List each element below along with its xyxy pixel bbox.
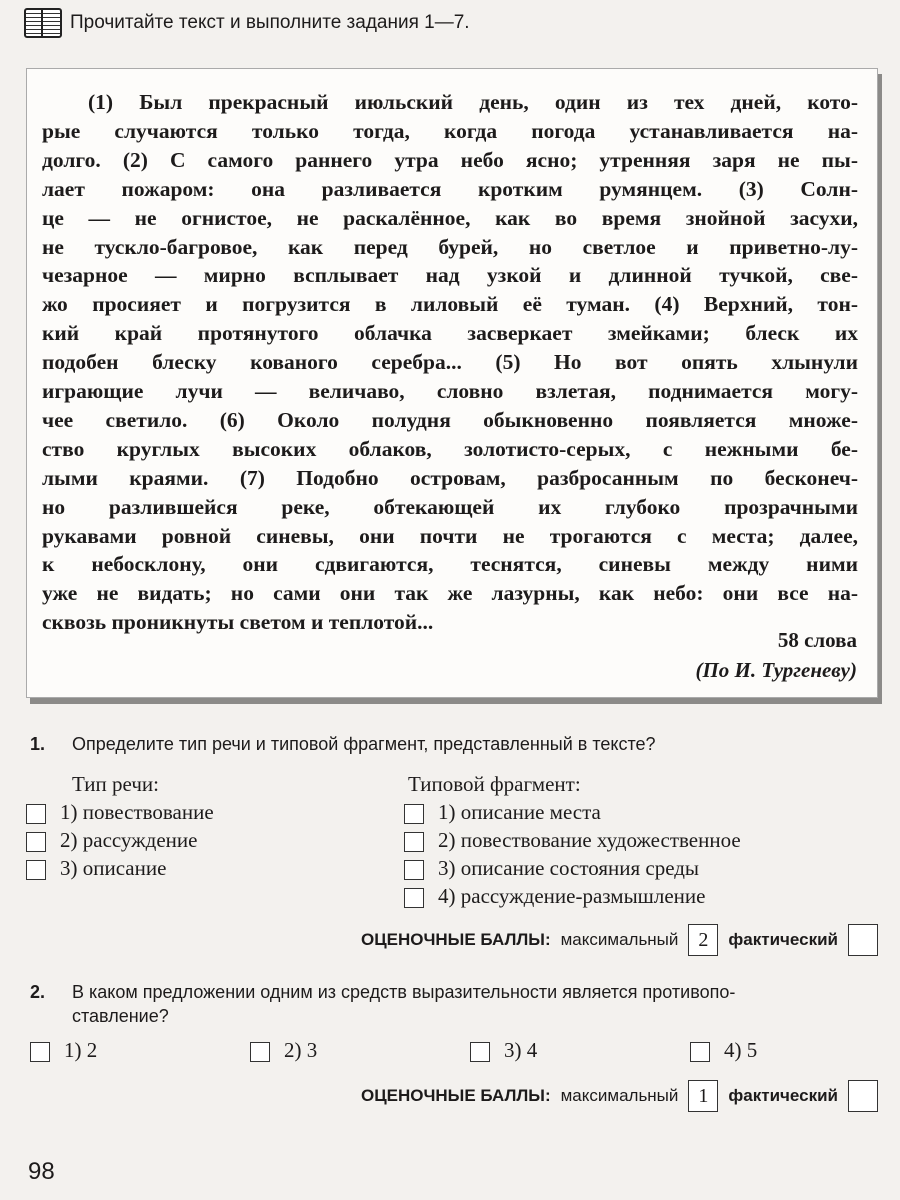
passage-line: долго. (2) С самого раннего утра небо ясно; утренняя заря не пы- xyxy=(42,147,858,172)
instruction-text: Прочитайте текст и выполните задания 1—7. xyxy=(70,12,470,33)
actual-label: фактический xyxy=(728,1086,838,1105)
actual-label: фактический xyxy=(728,930,838,949)
passage-line: лает пожаром: она разливается кротким румянцем. (3) Солн- xyxy=(42,176,858,201)
score-label: ОЦЕНОЧНЫЕ БАЛЛЫ: xyxy=(360,930,551,949)
q2-option[interactable] xyxy=(690,1038,757,1063)
question-1-text: Определите тип речи и типовой фрагмент, представленный в тексте? xyxy=(72,734,656,754)
q2-option[interactable] xyxy=(470,1038,537,1063)
page-number: 98 xyxy=(28,1158,55,1185)
checkbox[interactable] xyxy=(404,860,424,880)
passage-line: но разлившейся реке, обтекающей их глубоко прозрачными xyxy=(42,494,858,519)
passage-line: рые случаются только тогда, когда погода устанавливается на- xyxy=(42,118,858,143)
option-label: 1) описание места xyxy=(438,800,601,824)
question-2-number: 2. xyxy=(30,982,46,1002)
actual-score-input[interactable] xyxy=(848,924,878,956)
passage-line: це — не огнистое, не раскалённое, как во время знойной засухи, xyxy=(42,205,858,230)
option-col2[interactable] xyxy=(404,800,601,825)
option-label: 2) рассуждение xyxy=(60,828,198,852)
passage-line: сквозь проникнуты светом и теплотой... xyxy=(42,610,434,635)
q2-option[interactable] xyxy=(30,1038,97,1063)
checkbox[interactable] xyxy=(470,1042,490,1062)
option-col1[interactable] xyxy=(26,828,197,853)
passage-line: подобен блеску кованого серебра... (5) Но вот опять хлынули xyxy=(42,350,858,375)
max-label: максимальный xyxy=(560,1086,679,1105)
instruction-header xyxy=(24,8,470,38)
max-score-box: 1 xyxy=(688,1080,718,1112)
question-2-text-1: В каком предложении одним из средств выразительности является противопо- xyxy=(72,982,736,1002)
question-1-number: 1. xyxy=(30,734,46,754)
actual-score-input[interactable] xyxy=(848,1080,878,1112)
passage-line: к небосклону, они сдвигаются, теснятся, синевы между ними xyxy=(42,552,858,577)
option-label: 3) описание xyxy=(60,856,167,880)
option-col1[interactable] xyxy=(26,856,166,881)
passage-line: (1) Был прекрасный июльский день, один из тех дней, кото- xyxy=(88,90,858,114)
option-col1[interactable] xyxy=(26,800,214,825)
checkbox[interactable] xyxy=(404,832,424,852)
option-label: 4) рассуждение-размышление xyxy=(438,884,706,908)
passage-line: жо просияет и погрузится в лиловый её туман. (4) Верхний, тон- xyxy=(42,292,858,317)
passage-line: ство круглых высоких облаков, золотисто-серых, с нежными бе- xyxy=(42,436,858,461)
option-label: 2) 3 xyxy=(284,1038,318,1062)
checkbox[interactable] xyxy=(404,888,424,908)
checkbox[interactable] xyxy=(26,832,46,852)
option-label: 1) 2 xyxy=(64,1038,98,1062)
checkbox[interactable] xyxy=(404,804,424,824)
checkbox[interactable] xyxy=(30,1042,50,1062)
checkbox[interactable] xyxy=(26,804,46,824)
checkbox[interactable] xyxy=(690,1042,710,1062)
passage-line: играющие лучи — величаво, словно взлетая, поднимается могу- xyxy=(42,379,858,403)
max-score-box: 2 xyxy=(688,924,718,956)
option-col2[interactable] xyxy=(404,884,705,909)
q2-option[interactable] xyxy=(250,1038,317,1063)
option-col2[interactable] xyxy=(404,856,699,881)
question-2-text-2: ставление? xyxy=(72,1006,169,1026)
option-col2[interactable] xyxy=(404,828,741,853)
score-label: ОЦЕНОЧНЫЕ БАЛЛЫ: xyxy=(360,1086,551,1105)
word-count: 58 слова xyxy=(777,628,857,652)
q2-score xyxy=(361,1080,878,1112)
fragment-title: Типовой фрагмент: xyxy=(408,772,581,796)
passage-source: (По И. Тургеневу) xyxy=(695,658,857,682)
book-pencil-icon xyxy=(24,8,62,38)
checkbox[interactable] xyxy=(250,1042,270,1062)
q1-score xyxy=(361,924,878,956)
passage-line: лыми краями. (7) Подобно островам, разбросанным по бесконеч- xyxy=(42,465,858,490)
passage-line: чее светило. (6) Около полудня обыкновенно появляется множе- xyxy=(42,407,858,432)
option-label: 2) повествование художественное xyxy=(438,828,741,852)
option-label: 3) описание состояния среды xyxy=(438,856,700,880)
passage-line: чезарное — мирно всплывает над узкой и длинной тучкой, све- xyxy=(42,263,858,288)
passage-line: рукавами ровной синевы, они почти не трогаются с места; далее, xyxy=(42,523,858,548)
option-label: 1) повествование xyxy=(60,800,214,824)
passage-line: кий край протянутого облачка засверкает змейками; блеск их xyxy=(42,321,858,346)
passage-line: уже не видать; но сами они так же лазурны, как небо: они все на- xyxy=(42,581,858,606)
option-label: 3) 4 xyxy=(504,1038,538,1062)
max-label: максимальный xyxy=(560,930,679,949)
passage-line: не тускло-багровое, как перед бурей, но светлое и приветно-лу- xyxy=(42,234,858,259)
checkbox[interactable] xyxy=(26,860,46,880)
option-label: 4) 5 xyxy=(724,1038,758,1062)
speech-type-title: Тип речи: xyxy=(72,772,159,796)
